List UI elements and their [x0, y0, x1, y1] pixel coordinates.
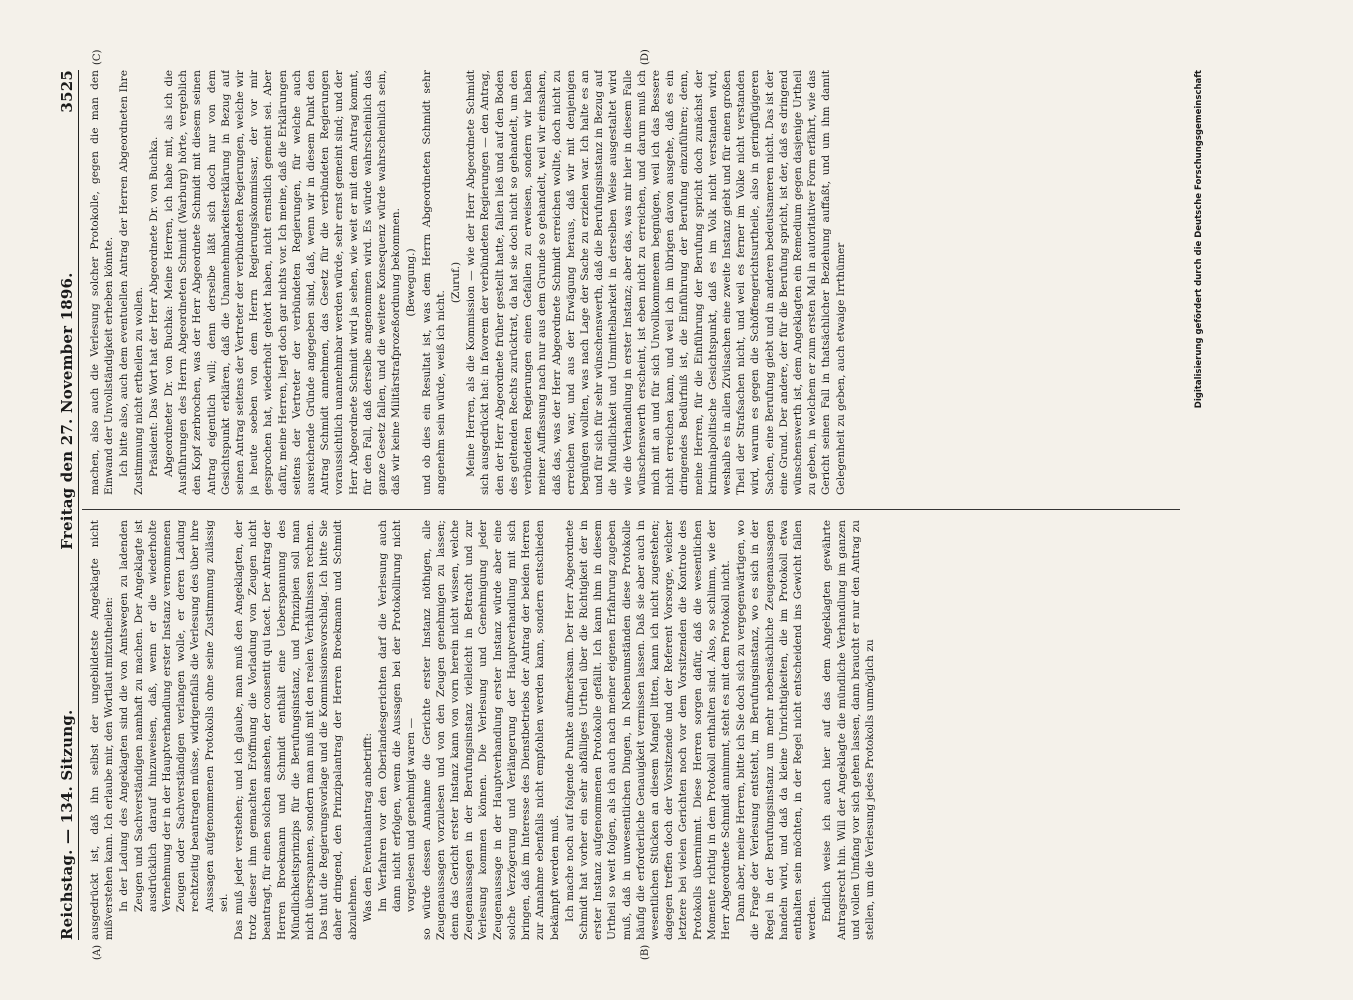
paragraph: Das muß jeder verstehen; und ich glaube, man muß den Angeklagten, der trotz dieser ihm gemachten Eröffnung die Vorladung von Zeugen nicht beantragt, für einen solchen ansehen, der consentit qui tacet. Der Antrag der Herren Broekmann und Schmidt enthält eine Ueberspannung des Mündlichkeitsprinzips für die Berufungsinstanz, und Prinzipien soll man nicht überspannen, sondern man muß mit den realen Verhältnissen rechnen. Das thut die Regierungsvorlage und die Kommissionsvorschlag. Ich bitte Sie daher dringend, den Prinzipalantrag der Herren Broekmann und Schmidt abzulehnen. — [233, 520, 359, 940]
paragraph: (Zuruf.) — [450, 261, 463, 304]
paragraph: so würde dessen Annahme die Gerichte erster Instanz nöthigen, alle Zeugenaussagen vorzulesen und von den Zeugen genehmigen zu lassen; denn das Gericht erster Instanz kann von vorn herein nicht wissen, welche Zeugenaussagen in der Berufungsinstanz vielleicht in Betracht und zur Verlesung kommen können. Die Verlesung und Genehmigung jeder Zeugenaussage in der Hauptverhandlung erster Instanz würde aber eine solche Verzögerung und Verlängerung der Hauptverhandlung mit sich bringen, daß im Interesse des Dienstbetriebs der Antrag der beiden Herren zur Annahme ebenfalls nicht empfohlen werden kann, sondern entschieden bekämpft werden muß. — [420, 520, 561, 940]
margin-marker-d: (D) — [640, 49, 651, 65]
paragraph: ausgedrückt ist, daß ihn selbst der ungebildetste Angeklagte nicht mißverstehen kann. Ich erlaube mir, den Wortlaut mitzutheilen: — [89, 520, 116, 940]
paragraph: machen, also auch die Verlesung solcher Protokolle, gegen die man den Einwand der Unvollständigkeit erheben könnte. — [89, 70, 116, 495]
paragraph: Meine Herren, als die Kommission — wie der Herr Abgeordnete Schmidt sich ausgedrückt hat: in favorem der verbündeten Regierungen — den Antrag, den der Herr Abgeordnete früher gestellt hatte, fallen ließ und auf den Boden des geltenden Rechts zurücktrat, da hat sie doch nicht so gehandelt, um den verbündeten Regierungen einen Gefallen zu erweisen, sondern wir haben meiner Auffassung nach nur aus dem Grunde so gehandelt, weil wir einsahen, daß das, was der Herr Abgeordnete Schmidt erreichen wollte, doch nicht zu erreichen war, und aus der Erwägung heraus, daß wir mit denjenigen begnügen wollten, was nach Lage der Sache zu erzielen war. Ich halte es an und für sich für sehr wünschenswerth, daß die Berufungsinstanz in Bezug auf die Mündlichkeit und Unmittelbarkeit in derselben Weise ausgestaltet wird wie die Verhandlung in erster Instanz; aber das, was mir hier in diesem Falle wünschenswerth erscheint, ist eben nicht zu erreichen, und darum muß ich mich mit an und für sich Unvollkommenem begnügen, weil ich das Bessere nicht erreichen kann, und weil ich im übrigen davon ausgehe, daß es ein dringendes Bedürfniß ist, die Einführung der Berufung einzuführen; denn, meine Herren, für die Einführung der Berufung spricht doch zunächst der kriminalpolitische Gesichtspunkt, daß es im Volk nicht verstanden wird, weshalb es in allen Zivilsachen eine zweite Instanz giebt und für einen großen Theil der Strafsachen nicht, und weil es ferner im Volke nicht verstanden wird, warum es gegen die Schöffengerichtsurtheile, also in geringfügigeren Sachen, eine Berufung giebt und in anderen bedeutsameren nicht. Das ist der eine Grund. Der andere, der für die Berufung spricht, ist der, daß es dringend wünschenswerth ist, dem Angeklagten ein Remedium gegen dasjenige Urtheil zu geben, in welchem er zum ersten Mal in autoritativer Form erfährt, wie das Gericht seinen Fall in thatsächlicher Beziehung auffaßt, und um ihm damit Gelegenheit zu geben, auch etwaige Irrthümer — [465, 70, 847, 495]
paragraph: Präsident: Das Wort hat der Herr Abgeordnete Dr. von Buchka. — [147, 136, 160, 477]
paragraph: Was den Eventualantrag anbetrifft: — [361, 732, 374, 922]
column-divider — [82, 509, 1180, 510]
paragraph: Abgeordneter Dr. von Buchka: Meine Herren, ich habe mit, als ich die Ausführungen des Herrn Abgeordneten Schmidt (Warburg) hörte, vergeblich den Kopf zerbrochen, was der Herr Abgeordnete Schmidt mit diesem seinen Antrag eigentlich will; denn derselbe läßt sich doch nur von dem Gesichtspunkt erklären, daß die Unannehmbarkeitserklärung in Bezug auf seinen Antrag seitens der Vertreter der verbündeten Regierungen, welche wir ja heute soeben von dem Herrn Regierungskommissar, der vor mir gesprochen hat, wiederholt gehört haben, nicht ernstlich gemeint sei. Aber dafür, meine Herren, liegt doch gar nichts vor. Ich meine, daß die Erklärungen seitens der Vertreter der verbündeten Regierungen, für welche auch ausreichende Gründe angegeben sind, daß, wenn wir in diesem Punkt den Antrag Schmidt annehmen, das Gesetz für die verbündeten Regierungen voraussichtlich unannehmbar werden würde, sehr ernst gemeint sind; und der Herr Abgeordnete Schmidt wird ja sehen, wie weit er mit dem Antrag kommt, für den Fall, daß derselbe angenommen wird. Es würde wahrscheinlich das ganze Gesetz fallen, und die weitere Konsequenz würde wahrscheinlich sein, daß wir keine Militärstrafprozeßordnung bekommen. — [163, 70, 403, 495]
header-rule — [78, 70, 79, 940]
margin-marker-a: (A) — [92, 944, 103, 960]
page-number: 3525 — [58, 70, 76, 113]
paragraph: Im Verfahren vor den Oberlandesgerichten darf die Verlesung auch dann nicht erfolgen, wenn die Aussagen bei der Protokollirung nicht vorgelesen und genehmigt waren — — [377, 520, 418, 912]
paragraph: Endlich weise ich auch hier auf das dem Angeklagten gewährte Antragsrecht hin. Will der Angeklagte die mündliche Verhandlung im ganzen und vollen Umfang vor sich gehen lassen, dann braucht er nur den Antrag zu stellen, um die Verlesung jedes Protokolls unmöglich zu — [821, 520, 876, 940]
header-left: Reichstag. — 134. Sitzung. — [58, 709, 76, 940]
header-date: Freitag den 27. November 1896. — [58, 272, 76, 550]
paragraph: und ob dies ein Resultat ist, was dem Herrn Abgeordneten Schmidt sehr angenehm sein würde, weiß ich nicht. — [420, 70, 447, 495]
paragraph: (Bewegung.) — [405, 248, 418, 317]
left-column — [88, 520, 1180, 940]
page-header — [42, 70, 76, 940]
paragraph: Ich mache noch auf folgende Punkte aufmerksam. Der Herr Abgeordnete Schmidt hat vorher ein sehr abfälliges Urtheil über die Richtigkeit der in erster Instanz aufgenommenen Protokolle gefällt. Ich kann ihm in diesem Urtheil so weit folgen, als ich auch nach meiner eigenen Erfahrung zugeben muß, daß in unwesentlichen Dingen, in Nebenumständen diese Protokolle häufig die erforderliche Genauigkeit vermissen lassen. Daß sie aber auch in wesentlichen Stücken an diesem Mangel litten, kann ich nicht zugestehen; dagegen treffen doch der Vorsitzende und der Referent Vorsorge, welcher letztere bei vielen Gerichten noch vor dem Vorsitzenden die Kontrole des Protokolls übernimmt. Diese Herren sorgen dafür, daß die wesentlichen Momente richtig in dem Protokoll enthalten sind. Also, so schlimm, wie der Herr Abgeordnete Schmidt annimmt, steht es mit dem Protokoll nicht. — [563, 520, 732, 940]
paragraph: Ich bitte also, auch dem eventuellen Antrag der Herren Abgeordneten Ihre Zustimmung nicht ertheilen zu wollen. — [118, 70, 145, 495]
paragraph: Dann aber, meine Herren, bitte ich Sie doch sich zu vergegenwärtigen, wo die Frage der Verlesung entsteht, im Berufungsinstanz, wo es sich in der Regel in der Berufungsinstanz um mehr nebensächliche Zeugenaussagen handeln wird, und daß da kleine Unrichtigkeiten, die im Protokoll etwa enthalten sein möchten, in der Regel nicht entscheidend ins Gewicht fallen werden. — [735, 520, 819, 940]
digitization-note: Digitalisierung gefördert durch die Deutsche Forschungsgemeinschaft — [1194, 70, 1204, 409]
margin-marker-b: (B) — [640, 944, 651, 960]
margin-marker-c: (C) — [92, 49, 103, 65]
right-column — [88, 70, 1180, 495]
paragraph: In der Ladung des Angeklagten sind die von Amtswegen zu ladenden Zeugen und Sachverständigen namhaft zu machen. Der Angeklagte ist ausdrücklich darauf hinzuweisen, daß, wenn er die wiederholte Vernehmung der in der Hauptverhandlung erster Instanz vernommenen Zeugen oder Sachverständigen verlangen wolle, er deren Ladung rechtzeitig beantragen müsse, widrigenfalls die Verlesung des über ihre Aussagen aufgenommenen Protokolls ohne seine Zustimmung zulässig sei. — [118, 520, 230, 912]
